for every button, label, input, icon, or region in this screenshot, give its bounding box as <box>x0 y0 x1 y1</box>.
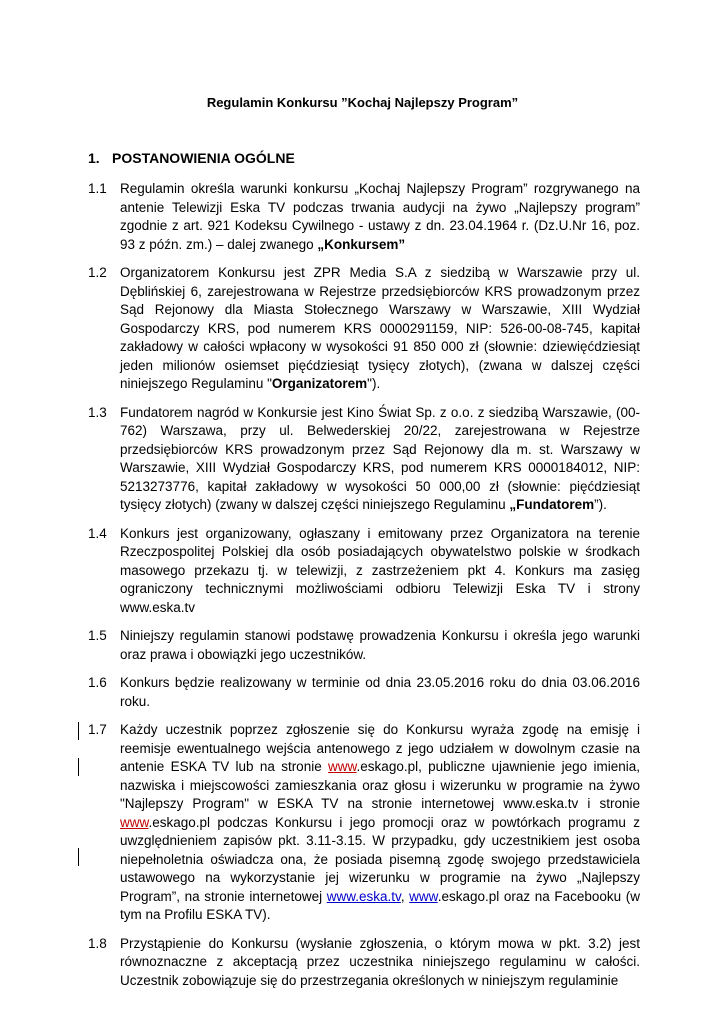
eskago-link[interactable]: www <box>328 759 357 774</box>
paragraph-1-8 <box>88 935 640 991</box>
text-run: Organizatorem Konkursu jest ZPR Media S.A z siedzibą w Warszawie przy ul. Dęblińskiej 6, zarejestrowana w Rejestrze przedsiębiorców KRS prowadzonym przez Sąd Rejonowy dla Miasta Stołecznego Warszawy w Warszawie, XIII Wydział Gospodarczy KRS, pod numerem KRS 0000291159, NIP: 526-00-08-745, kapitał zakładowy w całości wpłacony w wysokości 91 850 000 zł (słownie: dziewięćdziesiąt jeden milionów osiemset pięćdziesiąt tysięcy złotych), (zwana w dalszej części niniejszego Regulaminu " <box>120 265 640 391</box>
paragraph-text <box>120 721 640 925</box>
revision-mark <box>78 848 79 866</box>
defined-term: Organizatorem <box>271 376 368 391</box>
paragraph-number: 1.1 <box>88 181 107 196</box>
text-run: "). <box>367 376 381 391</box>
paragraph-1-7 <box>88 721 640 925</box>
paragraph-number: 1.7 <box>88 722 107 737</box>
section-title: POSTANOWIENIA OGÓLNE <box>112 150 295 166</box>
section-heading <box>88 150 295 166</box>
paragraph-text: Konkurs będzie realizowany w terminie od dnia 23.05.2016 roku do dnia 03.06.2016 roku. <box>120 675 640 709</box>
eskago-link[interactable]: www <box>120 814 149 830</box>
text-run: .eskago.pl, publiczne ujawnienie jego imienia, nazwiska i miejscowości zamieszkania oraz głosu i wizerunku w programie na żywo "Najlepszy Program" w ESKA TV na stronie internetowej www.eska.tv i stronie <box>120 759 640 811</box>
paragraph-list <box>88 180 640 1000</box>
paragraph-text <box>120 264 640 394</box>
text-run: ”). <box>594 497 607 512</box>
paragraph-text: Konkurs jest organizowany, ogłaszany i emitowany przez Organizatora na terenie Rzeczpospolitej Polskiej dla osób posiadających obywatelstwo polskie w środkach masowego przekazu tj. w telewizji, z zastrzeżeniem pkt 4. Konkurs ma zasięg ograniczony technicznymi możliwościami odbioru Telewizji Eska TV i strony www.eska.tv <box>120 525 640 615</box>
text-run: , <box>400 888 410 904</box>
paragraph-text: Przystąpienie do Konkursu (wysłanie zgłoszenia, o którym mowa w pkt. 3.2) jest równoznaczne z akceptacją przez uczestnika niniejszego regulaminu w całości. Uczestnik zobowiązuje się do przestrzegania określonych w niniejszym regulaminie <box>120 935 640 988</box>
paragraph-number: 1.3 <box>88 404 107 420</box>
paragraph-1-1 <box>88 180 640 254</box>
document-title: Regulamin Konkursu ”Kochaj Najlepszy Program” <box>206 95 519 110</box>
paragraph-text: Niniejszy regulamin stanowi podstawę prowadzenia Konkursu i określa jego warunki oraz prawa i obowiązki jego uczestników. <box>120 628 640 662</box>
paragraph-text <box>120 180 640 254</box>
paragraph-1-3 <box>88 404 640 515</box>
eskago-link[interactable]: www <box>409 888 438 904</box>
text-run: .eskago.pl oraz na Facebooku (w tym na Profilu ESKA TV). <box>120 888 640 922</box>
paragraph-number: 1.8 <box>88 935 107 951</box>
defined-term: „Fundatorem <box>509 497 595 512</box>
text-run: Regulamin określa warunki konkursu „Kochaj Najlepszy Program” rozgrywanego na antenie Telewizji Eska TV podczas trwania audycji na żywo „Najlepszy program” zgodnie z art. 921 Kodeksu Cywilnego - ustawy z dn. 23.04.1964 r. (Dz.U.Nr 16, poz. 93 z późn. zm.) – dalej zwanego <box>120 181 640 252</box>
eska-tv-link[interactable]: www.eska.tv <box>326 888 401 904</box>
section-number: 1. <box>88 150 100 166</box>
revision-mark <box>78 722 79 740</box>
paragraph-1-5 <box>88 627 640 664</box>
text-run: Każdy uczestnik poprzez zgłoszenie się do Konkursu wyraża zgodę na emisję i reemisje ewentualnego wejścia antenowego z jego udziałem w dowolnym czasie na antenie ESKA TV lub na stronie <box>120 722 640 774</box>
paragraph-1-6 <box>88 674 640 711</box>
paragraph-number: 1.6 <box>88 675 107 690</box>
text-run: .eskago.pl podczas Konkursu i jego promocji oraz w powtórkach programu z uwzględnieniem zapisów pkt. 3.11-3.15. W przypadku, gdy uczestnikiem jest osoba niepełnoletnia oświadcza ona, że posiada pisemną zgodę swojego przedstawiciela ustawowego na wykorzystanie jej wizerunku w programie na żywo „Najlepszy Program”, na stronie internetowej <box>120 814 640 904</box>
paragraph-text <box>120 404 640 515</box>
paragraph-1-4 <box>88 525 640 618</box>
text-run: Fundatorem nagród w Konkursie jest Kino Świat Sp. z o.o. z siedzibą Warszawie, (00-762) Warszawa, przy ul. Belwederskiej 20/22, zarejestrowana w Rejestrze przedsiębiorców KRS prowadzonym przez Sąd Rejonowy dla m. st. Warszawy w Warszawie, XIII Wydział Gospodarczy KRS, pod numerem KRS 0000184012, NIP: 5213273776, kapitał zakładowy w wysokości 50 000,00 zł (słownie: pięćdziesiąt tysięcy złotych) (zwany w dalszej części niniejszego Regulaminu <box>120 404 640 512</box>
defined-term: „Konkursem” <box>317 236 406 252</box>
paragraph-number: 1.5 <box>88 628 107 643</box>
paragraph-number: 1.4 <box>88 525 107 541</box>
paragraph-1-2 <box>88 264 640 394</box>
paragraph-number: 1.2 <box>88 265 107 280</box>
revision-mark <box>78 758 79 776</box>
